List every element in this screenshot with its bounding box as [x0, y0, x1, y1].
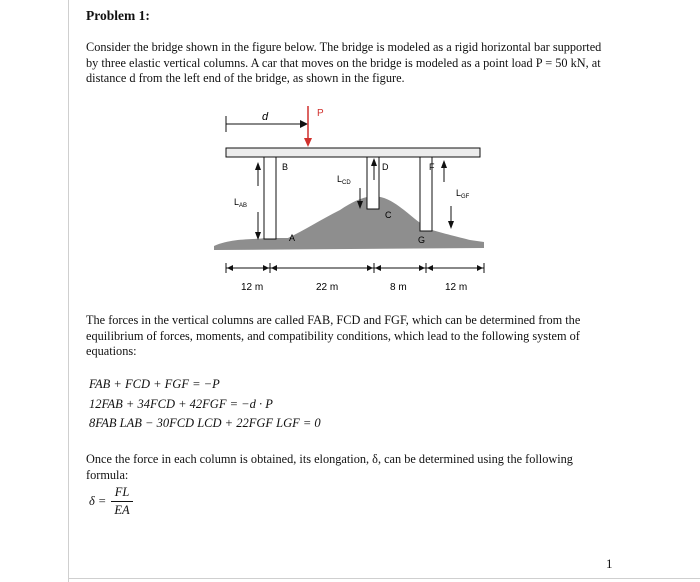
elongation-paragraph: Once the force in each column is obtained, its elongation, δ, can be determined using the following formula: [86, 452, 573, 482]
distance-arrow-head [300, 120, 308, 128]
column-ab [264, 157, 276, 239]
bridge-deck [226, 148, 480, 157]
point-f-label: F [429, 162, 435, 172]
length-ab-label: $L_{AB}$ [234, 197, 248, 209]
load-label: P [317, 108, 324, 119]
dimension-arrow-3 [367, 265, 373, 271]
equation-3: 8FAB LAB − 30FCD LCD + 22FGF LGF = 0 [89, 416, 321, 430]
dimension-arrow-7 [477, 265, 483, 271]
dimension-arrow-1 [263, 265, 269, 271]
point-g-label: G [418, 235, 426, 245]
problem-title: Problem 1: [86, 8, 150, 23]
formula-denominator: EA [114, 503, 130, 517]
length-gf-label: $L_{GF}$ [456, 188, 470, 200]
elongation-formula [89, 485, 134, 518]
intro-paragraph: Consider the bridge shown in the figure below. The bridge is modeled as a rigid horizontal bar supported by three elastic vertical columns. A car that moves on the bridge is modeled as a point load P = 50 kN, at distance d from the left end of the bridge, as shown in the figure. [86, 40, 602, 86]
dimension-label-2: 22 m [316, 282, 339, 293]
point-c-label: C [385, 210, 392, 220]
equation-1: FAB + FCD + FGF = −P [89, 377, 220, 391]
dimension-label-1: 12 m [241, 282, 264, 293]
point-d-label: D [382, 162, 389, 172]
formula-fraction [110, 485, 133, 518]
dimension-arrow-6 [427, 265, 433, 271]
ground-terrain [214, 196, 484, 250]
dimension-label-4: 12 m [445, 282, 468, 293]
column-ab-arrowhead-up [255, 162, 261, 170]
forces-paragraph: The forces in the vertical columns are called FAB, FCD and FGF, which can be determined from the equilibrium of forces, moments, and compatibility conditions, which lead to the following system of equations: [86, 313, 581, 359]
dimension-arrow-5 [419, 265, 425, 271]
column-gf-arrowhead-down [448, 221, 454, 229]
point-b-label: B [282, 162, 289, 172]
dimension-label-3: 8 m [390, 282, 407, 293]
load-arrow-head [304, 138, 312, 147]
formula-numerator: FL [111, 485, 134, 502]
length-cd-label: $L_{CD}$ [337, 174, 351, 186]
formula-lhs: δ = [89, 494, 107, 508]
point-a-label: A [289, 233, 296, 243]
dimension-arrow-2 [271, 265, 277, 271]
dimension-arrow-4 [375, 265, 381, 271]
equation-2: 12FAB + 34FCD + 42FGF = −d · P [89, 397, 273, 411]
distance-label: d [262, 111, 269, 123]
page-number: 1 [606, 556, 613, 571]
column-gf-arrowhead-up [441, 160, 447, 168]
dimension-arrow-0 [227, 265, 233, 271]
